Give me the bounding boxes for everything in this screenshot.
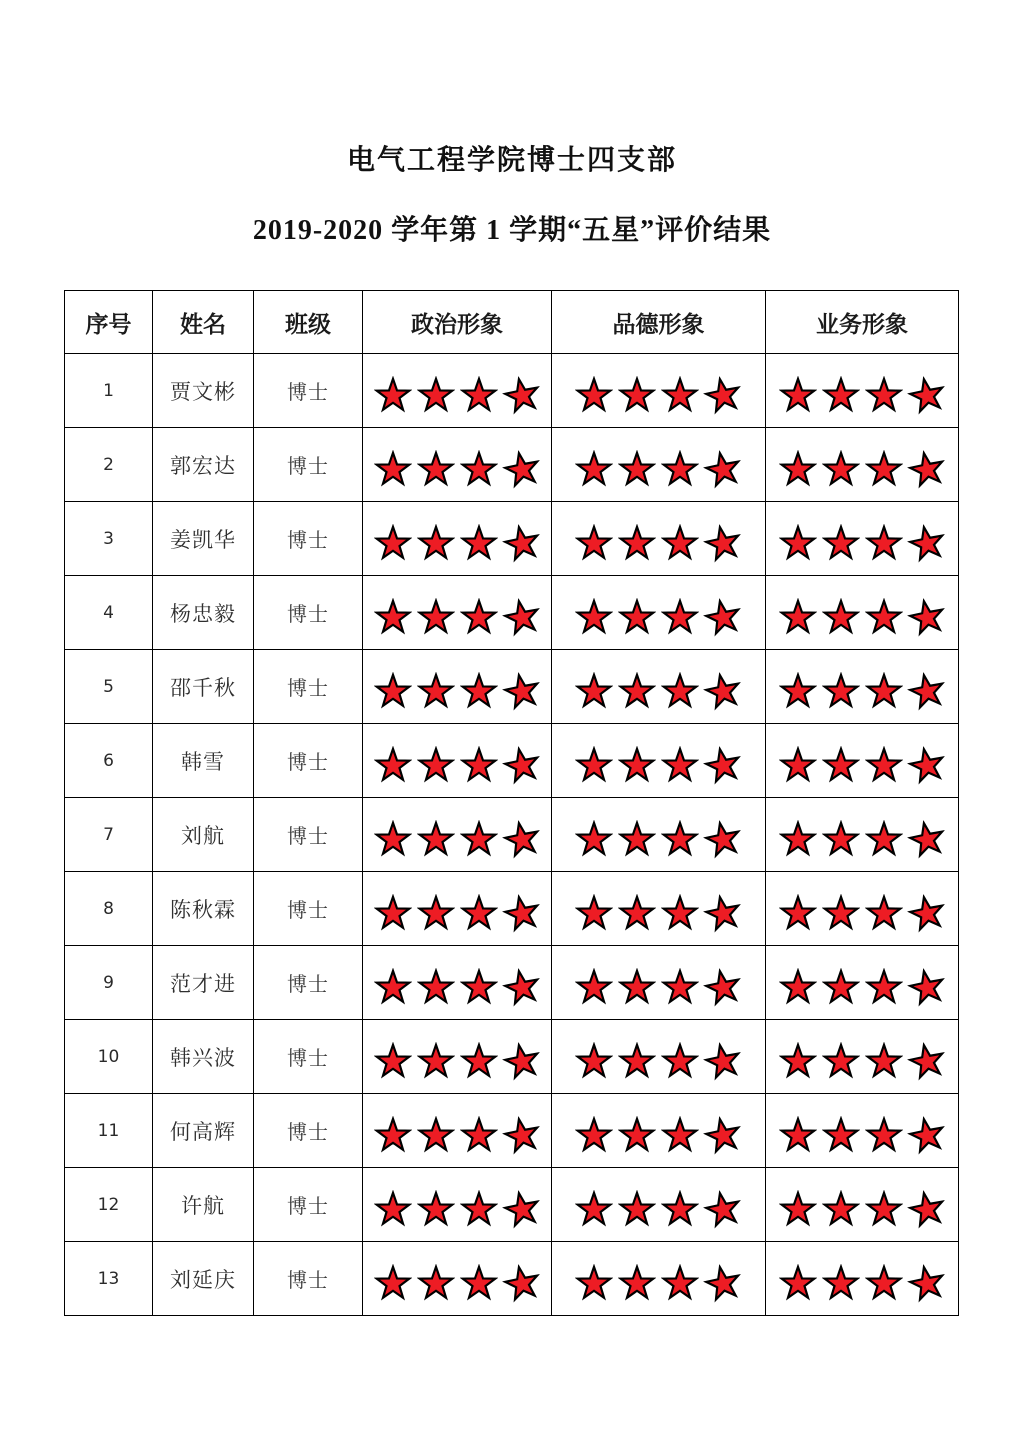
star-icon xyxy=(374,1264,412,1302)
header-class: 班级 xyxy=(254,291,363,354)
star-icon xyxy=(865,1190,903,1228)
row-number: 12 xyxy=(65,1168,153,1242)
star-icon xyxy=(822,376,860,414)
star-icon xyxy=(618,746,656,784)
star-icon xyxy=(701,1186,746,1231)
student-name: 姜凯华 xyxy=(153,502,254,576)
business-star-rating xyxy=(766,521,958,565)
moral-star-rating xyxy=(552,1113,765,1157)
moral-star-rating xyxy=(552,595,765,639)
star-icon xyxy=(779,1190,817,1228)
political-star-rating xyxy=(363,669,551,713)
political-star-rating xyxy=(363,595,551,639)
star-icon xyxy=(865,746,903,784)
star-icon xyxy=(499,372,544,417)
business-star-rating xyxy=(766,595,958,639)
political-star-rating xyxy=(363,1039,551,1083)
row-number: 5 xyxy=(65,650,153,724)
class-label: 博士 xyxy=(254,576,363,650)
star-icon xyxy=(779,1116,817,1154)
star-icon xyxy=(374,968,412,1006)
star-icon xyxy=(865,1042,903,1080)
row-number: 2 xyxy=(65,428,153,502)
star-icon xyxy=(618,376,656,414)
evaluation-table xyxy=(64,290,959,1316)
star-icon xyxy=(417,598,455,636)
star-icon xyxy=(661,1116,699,1154)
star-icon xyxy=(904,372,949,417)
moral-star-rating xyxy=(552,1039,765,1083)
star-icon xyxy=(460,672,498,710)
star-icon xyxy=(779,672,817,710)
star-icon xyxy=(865,1264,903,1302)
star-icon xyxy=(374,598,412,636)
star-icon xyxy=(904,1260,949,1305)
star-icon xyxy=(701,520,746,565)
document-subtitle: 2019-2020 学年第 1 学期“五星”评价结果 xyxy=(252,215,772,246)
star-icon xyxy=(661,1190,699,1228)
moral-star-rating xyxy=(552,891,765,935)
star-icon xyxy=(779,598,817,636)
star-icon xyxy=(618,1116,656,1154)
star-icon xyxy=(417,376,455,414)
star-icon xyxy=(460,450,498,488)
table-row xyxy=(65,428,959,502)
star-icon xyxy=(618,1264,656,1302)
row-number: 7 xyxy=(65,798,153,872)
political-star-rating xyxy=(363,521,551,565)
star-icon xyxy=(701,964,746,1009)
star-icon xyxy=(701,1112,746,1157)
table-row xyxy=(65,650,959,724)
star-icon xyxy=(618,820,656,858)
student-name: 韩雪 xyxy=(153,724,254,798)
class-label: 博士 xyxy=(254,798,363,872)
header-no: 序号 xyxy=(65,291,153,354)
star-icon xyxy=(460,968,498,1006)
star-icon xyxy=(618,672,656,710)
star-icon xyxy=(822,894,860,932)
business-star-rating xyxy=(766,1261,958,1305)
student-name: 邵千秋 xyxy=(153,650,254,724)
star-icon xyxy=(460,894,498,932)
header-name: 姓名 xyxy=(153,291,254,354)
star-icon xyxy=(865,376,903,414)
star-icon xyxy=(865,968,903,1006)
star-icon xyxy=(701,816,746,861)
star-icon xyxy=(618,450,656,488)
star-icon xyxy=(499,890,544,935)
business-star-rating xyxy=(766,669,958,713)
star-icon xyxy=(661,376,699,414)
star-icon xyxy=(865,598,903,636)
star-icon xyxy=(661,820,699,858)
class-label: 博士 xyxy=(254,354,363,428)
row-number: 8 xyxy=(65,872,153,946)
star-icon xyxy=(374,376,412,414)
star-icon xyxy=(904,594,949,639)
star-icon xyxy=(417,1264,455,1302)
star-icon xyxy=(417,894,455,932)
star-icon xyxy=(575,746,613,784)
star-icon xyxy=(374,450,412,488)
star-icon xyxy=(417,1116,455,1154)
business-star-rating xyxy=(766,1187,958,1231)
business-star-rating xyxy=(766,447,958,491)
star-icon xyxy=(499,594,544,639)
student-name: 刘延庆 xyxy=(153,1242,254,1316)
star-icon xyxy=(701,668,746,713)
star-icon xyxy=(374,1190,412,1228)
star-icon xyxy=(618,1042,656,1080)
star-icon xyxy=(417,1042,455,1080)
moral-star-rating xyxy=(552,743,765,787)
student-name: 杨忠毅 xyxy=(153,576,254,650)
moral-star-rating xyxy=(552,1261,765,1305)
star-icon xyxy=(618,1190,656,1228)
moral-star-rating xyxy=(552,817,765,861)
table-row xyxy=(65,1168,959,1242)
star-icon xyxy=(904,668,949,713)
star-icon xyxy=(661,894,699,932)
star-icon xyxy=(575,376,613,414)
class-label: 博士 xyxy=(254,1168,363,1242)
student-name: 郭宏达 xyxy=(153,428,254,502)
star-icon xyxy=(575,450,613,488)
student-name: 贾文彬 xyxy=(153,354,254,428)
political-star-rating xyxy=(363,373,551,417)
table-row xyxy=(65,576,959,650)
header-political: 政治形象 xyxy=(363,291,552,354)
moral-star-rating xyxy=(552,521,765,565)
star-icon xyxy=(701,742,746,787)
star-icon xyxy=(904,1112,949,1157)
star-icon xyxy=(701,446,746,491)
student-name: 韩兴波 xyxy=(153,1020,254,1094)
business-star-rating xyxy=(766,965,958,1009)
star-icon xyxy=(779,376,817,414)
class-label: 博士 xyxy=(254,946,363,1020)
star-icon xyxy=(618,894,656,932)
star-icon xyxy=(499,1186,544,1231)
star-icon xyxy=(374,1116,412,1154)
star-icon xyxy=(460,598,498,636)
star-icon xyxy=(701,1038,746,1083)
star-icon xyxy=(701,372,746,417)
political-star-rating xyxy=(363,965,551,1009)
political-star-rating xyxy=(363,817,551,861)
star-icon xyxy=(904,816,949,861)
star-icon xyxy=(618,968,656,1006)
star-icon xyxy=(701,890,746,935)
star-icon xyxy=(460,820,498,858)
star-icon xyxy=(499,1038,544,1083)
class-label: 博士 xyxy=(254,502,363,576)
business-star-rating xyxy=(766,743,958,787)
star-icon xyxy=(499,964,544,1009)
moral-star-rating xyxy=(552,447,765,491)
star-icon xyxy=(822,598,860,636)
star-icon xyxy=(460,524,498,562)
star-icon xyxy=(661,524,699,562)
star-icon xyxy=(374,894,412,932)
star-icon xyxy=(460,1042,498,1080)
star-icon xyxy=(904,1038,949,1083)
star-icon xyxy=(779,524,817,562)
star-icon xyxy=(904,964,949,1009)
star-icon xyxy=(499,816,544,861)
star-icon xyxy=(865,1116,903,1154)
star-icon xyxy=(575,968,613,1006)
header-business: 业务形象 xyxy=(766,291,959,354)
document-title: 电气工程学院博士四支部 xyxy=(346,145,677,176)
student-name: 刘航 xyxy=(153,798,254,872)
star-icon xyxy=(822,450,860,488)
star-icon xyxy=(417,672,455,710)
table-row xyxy=(65,1094,959,1168)
table-row xyxy=(65,798,959,872)
class-label: 博士 xyxy=(254,650,363,724)
business-star-rating xyxy=(766,817,958,861)
business-star-rating xyxy=(766,1113,958,1157)
row-number: 4 xyxy=(65,576,153,650)
star-icon xyxy=(374,524,412,562)
moral-star-rating xyxy=(552,1187,765,1231)
star-icon xyxy=(575,894,613,932)
star-icon xyxy=(417,450,455,488)
star-icon xyxy=(575,1042,613,1080)
row-number: 11 xyxy=(65,1094,153,1168)
star-icon xyxy=(417,968,455,1006)
star-icon xyxy=(661,968,699,1006)
star-icon xyxy=(822,524,860,562)
star-icon xyxy=(374,746,412,784)
star-icon xyxy=(575,598,613,636)
star-icon xyxy=(822,746,860,784)
star-icon xyxy=(661,1264,699,1302)
star-icon xyxy=(865,672,903,710)
star-icon xyxy=(499,520,544,565)
star-icon xyxy=(460,376,498,414)
star-icon xyxy=(865,894,903,932)
table-header-row xyxy=(65,291,959,354)
star-icon xyxy=(460,1116,498,1154)
star-icon xyxy=(499,1260,544,1305)
class-label: 博士 xyxy=(254,872,363,946)
star-icon xyxy=(575,672,613,710)
political-star-rating xyxy=(363,1187,551,1231)
student-name: 陈秋霖 xyxy=(153,872,254,946)
star-icon xyxy=(661,1042,699,1080)
business-star-rating xyxy=(766,373,958,417)
table-body xyxy=(65,354,959,1316)
row-number: 3 xyxy=(65,502,153,576)
political-star-rating xyxy=(363,1113,551,1157)
student-name: 许航 xyxy=(153,1168,254,1242)
class-label: 博士 xyxy=(254,1094,363,1168)
star-icon xyxy=(701,1260,746,1305)
star-icon xyxy=(779,820,817,858)
star-icon xyxy=(417,524,455,562)
star-icon xyxy=(417,820,455,858)
star-icon xyxy=(575,1190,613,1228)
star-icon xyxy=(701,594,746,639)
star-icon xyxy=(865,524,903,562)
star-icon xyxy=(904,446,949,491)
class-label: 博士 xyxy=(254,1020,363,1094)
star-icon xyxy=(499,668,544,713)
star-icon xyxy=(374,672,412,710)
star-icon xyxy=(575,820,613,858)
star-icon xyxy=(575,1116,613,1154)
header-moral: 品德形象 xyxy=(552,291,766,354)
star-icon xyxy=(575,1264,613,1302)
star-icon xyxy=(865,820,903,858)
table-row xyxy=(65,1020,959,1094)
star-icon xyxy=(779,968,817,1006)
star-icon xyxy=(779,746,817,784)
political-star-rating xyxy=(363,447,551,491)
star-icon xyxy=(779,894,817,932)
row-number: 1 xyxy=(65,354,153,428)
star-icon xyxy=(822,672,860,710)
star-icon xyxy=(618,524,656,562)
star-icon xyxy=(499,742,544,787)
star-icon xyxy=(822,820,860,858)
table-row xyxy=(65,724,959,798)
star-icon xyxy=(904,742,949,787)
star-icon xyxy=(779,450,817,488)
star-icon xyxy=(661,450,699,488)
moral-star-rating xyxy=(552,669,765,713)
star-icon xyxy=(822,1116,860,1154)
star-icon xyxy=(661,598,699,636)
star-icon xyxy=(904,890,949,935)
student-name: 何高辉 xyxy=(153,1094,254,1168)
star-icon xyxy=(417,1190,455,1228)
table-row xyxy=(65,946,959,1020)
business-star-rating xyxy=(766,891,958,935)
star-icon xyxy=(822,968,860,1006)
moral-star-rating xyxy=(552,373,765,417)
political-star-rating xyxy=(363,743,551,787)
class-label: 博士 xyxy=(254,1242,363,1316)
star-icon xyxy=(374,1042,412,1080)
star-icon xyxy=(575,524,613,562)
row-number: 13 xyxy=(65,1242,153,1316)
star-icon xyxy=(417,746,455,784)
star-icon xyxy=(374,820,412,858)
star-icon xyxy=(618,598,656,636)
star-icon xyxy=(779,1264,817,1302)
star-icon xyxy=(499,446,544,491)
star-icon xyxy=(822,1264,860,1302)
document-title-block xyxy=(0,0,1024,248)
star-icon xyxy=(779,1042,817,1080)
star-icon xyxy=(904,520,949,565)
student-name: 范才进 xyxy=(153,946,254,1020)
star-icon xyxy=(460,746,498,784)
star-icon xyxy=(822,1042,860,1080)
table-row xyxy=(65,502,959,576)
row-number: 10 xyxy=(65,1020,153,1094)
star-icon xyxy=(661,746,699,784)
table-row xyxy=(65,1242,959,1316)
star-icon xyxy=(460,1190,498,1228)
business-star-rating xyxy=(766,1039,958,1083)
political-star-rating xyxy=(363,1261,551,1305)
table-row xyxy=(65,872,959,946)
row-number: 9 xyxy=(65,946,153,1020)
row-number: 6 xyxy=(65,724,153,798)
moral-star-rating xyxy=(552,965,765,1009)
star-icon xyxy=(661,672,699,710)
star-icon xyxy=(460,1264,498,1302)
star-icon xyxy=(822,1190,860,1228)
table-row xyxy=(65,354,959,428)
class-label: 博士 xyxy=(254,428,363,502)
star-icon xyxy=(499,1112,544,1157)
star-icon xyxy=(865,450,903,488)
political-star-rating xyxy=(363,891,551,935)
class-label: 博士 xyxy=(254,724,363,798)
star-icon xyxy=(904,1186,949,1231)
